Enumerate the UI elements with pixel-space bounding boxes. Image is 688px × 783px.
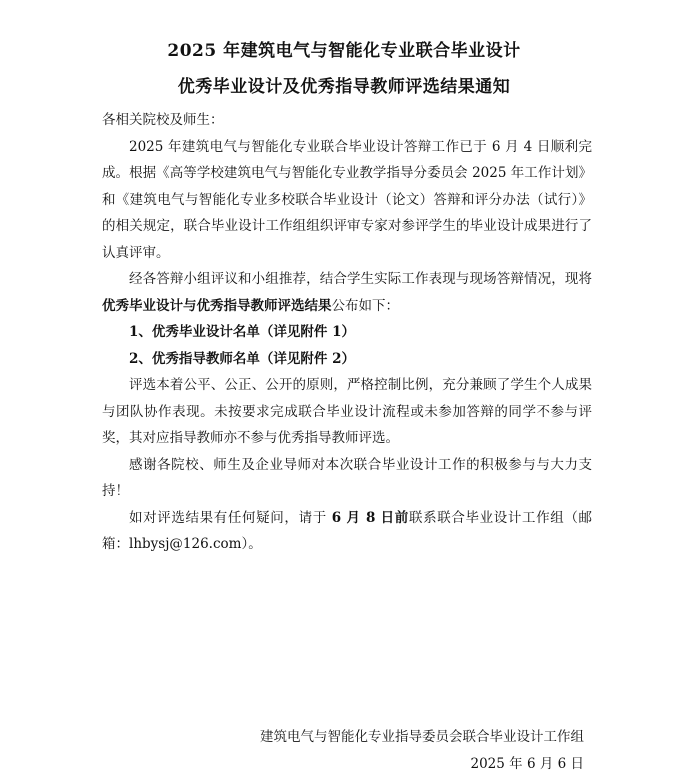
paragraph-announcement — [102, 266, 592, 319]
list-item-excellent-teacher: 2、优秀指导教师名单（详见附件 2） — [129, 350, 355, 367]
notice-title-line1: 2025 年建筑电气与智能化专业联合毕业设计 — [167, 41, 521, 61]
contact-deadline: 6 月 8 日前 — [331, 509, 409, 526]
announcement-text-pre: 经各答辩小组评议和小组推荐，结合学生实际工作表现与现场答辩情况，现将 — [129, 271, 592, 287]
paragraph-contact — [102, 505, 592, 558]
paragraph-principles: 评选本着公平、公正、公开的原则，严格控制比例，充分兼顾了学生个人成果与团队协作表现。未按要求完成联合毕业设计流程或未参加答辩的同学不参与评奖，其对应指导教师亦不参与优秀指导教师评选。 — [102, 377, 592, 446]
salutation: 各相关院校及师生： — [102, 112, 224, 128]
notice-body — [102, 107, 592, 558]
signature-org: 建筑电气与智能化专业指导委员会联合毕业设计工作组 — [260, 729, 584, 745]
paragraph-thanks: 感谢各院校、师生及企业导师对本次联合毕业设计工作的积极参与与大力支持！ — [102, 456, 592, 499]
paragraph-completion: 2025 年建筑电气与智能化专业联合毕业设计答辩工作已于 6 月 4 日顺利完成。根据《高等学校建筑电气与智能化专业教学指导分委员会 2025 年工作计划》和《建筑电气与智能化专业多校联合毕业设计（论文）答辩和评分办法（试行）》的相关规定，联合毕业设计工作组组织评审专家对参评学生的毕业设计成果进行了认真评审。 — [102, 138, 592, 261]
notice-title-line2: 优秀毕业设计及优秀指导教师评选结果通知 — [177, 77, 511, 97]
announcement-text-post: 公布如下： — [331, 297, 399, 314]
announcement-text-bold: 优秀毕业设计与优秀指导教师评选结果 — [102, 297, 332, 314]
contact-text-pre: 如对评选结果有任何疑问，请于 — [129, 509, 332, 526]
signature-date: 2025 年 6 月 6 日 — [470, 756, 584, 772]
contact-text-post: 联系联合毕业设计工作组（邮箱：lhbysj@126.com）。 — [102, 509, 593, 552]
list-item-excellent-design: 1、优秀毕业设计名单（详见附件 1） — [129, 324, 355, 340]
